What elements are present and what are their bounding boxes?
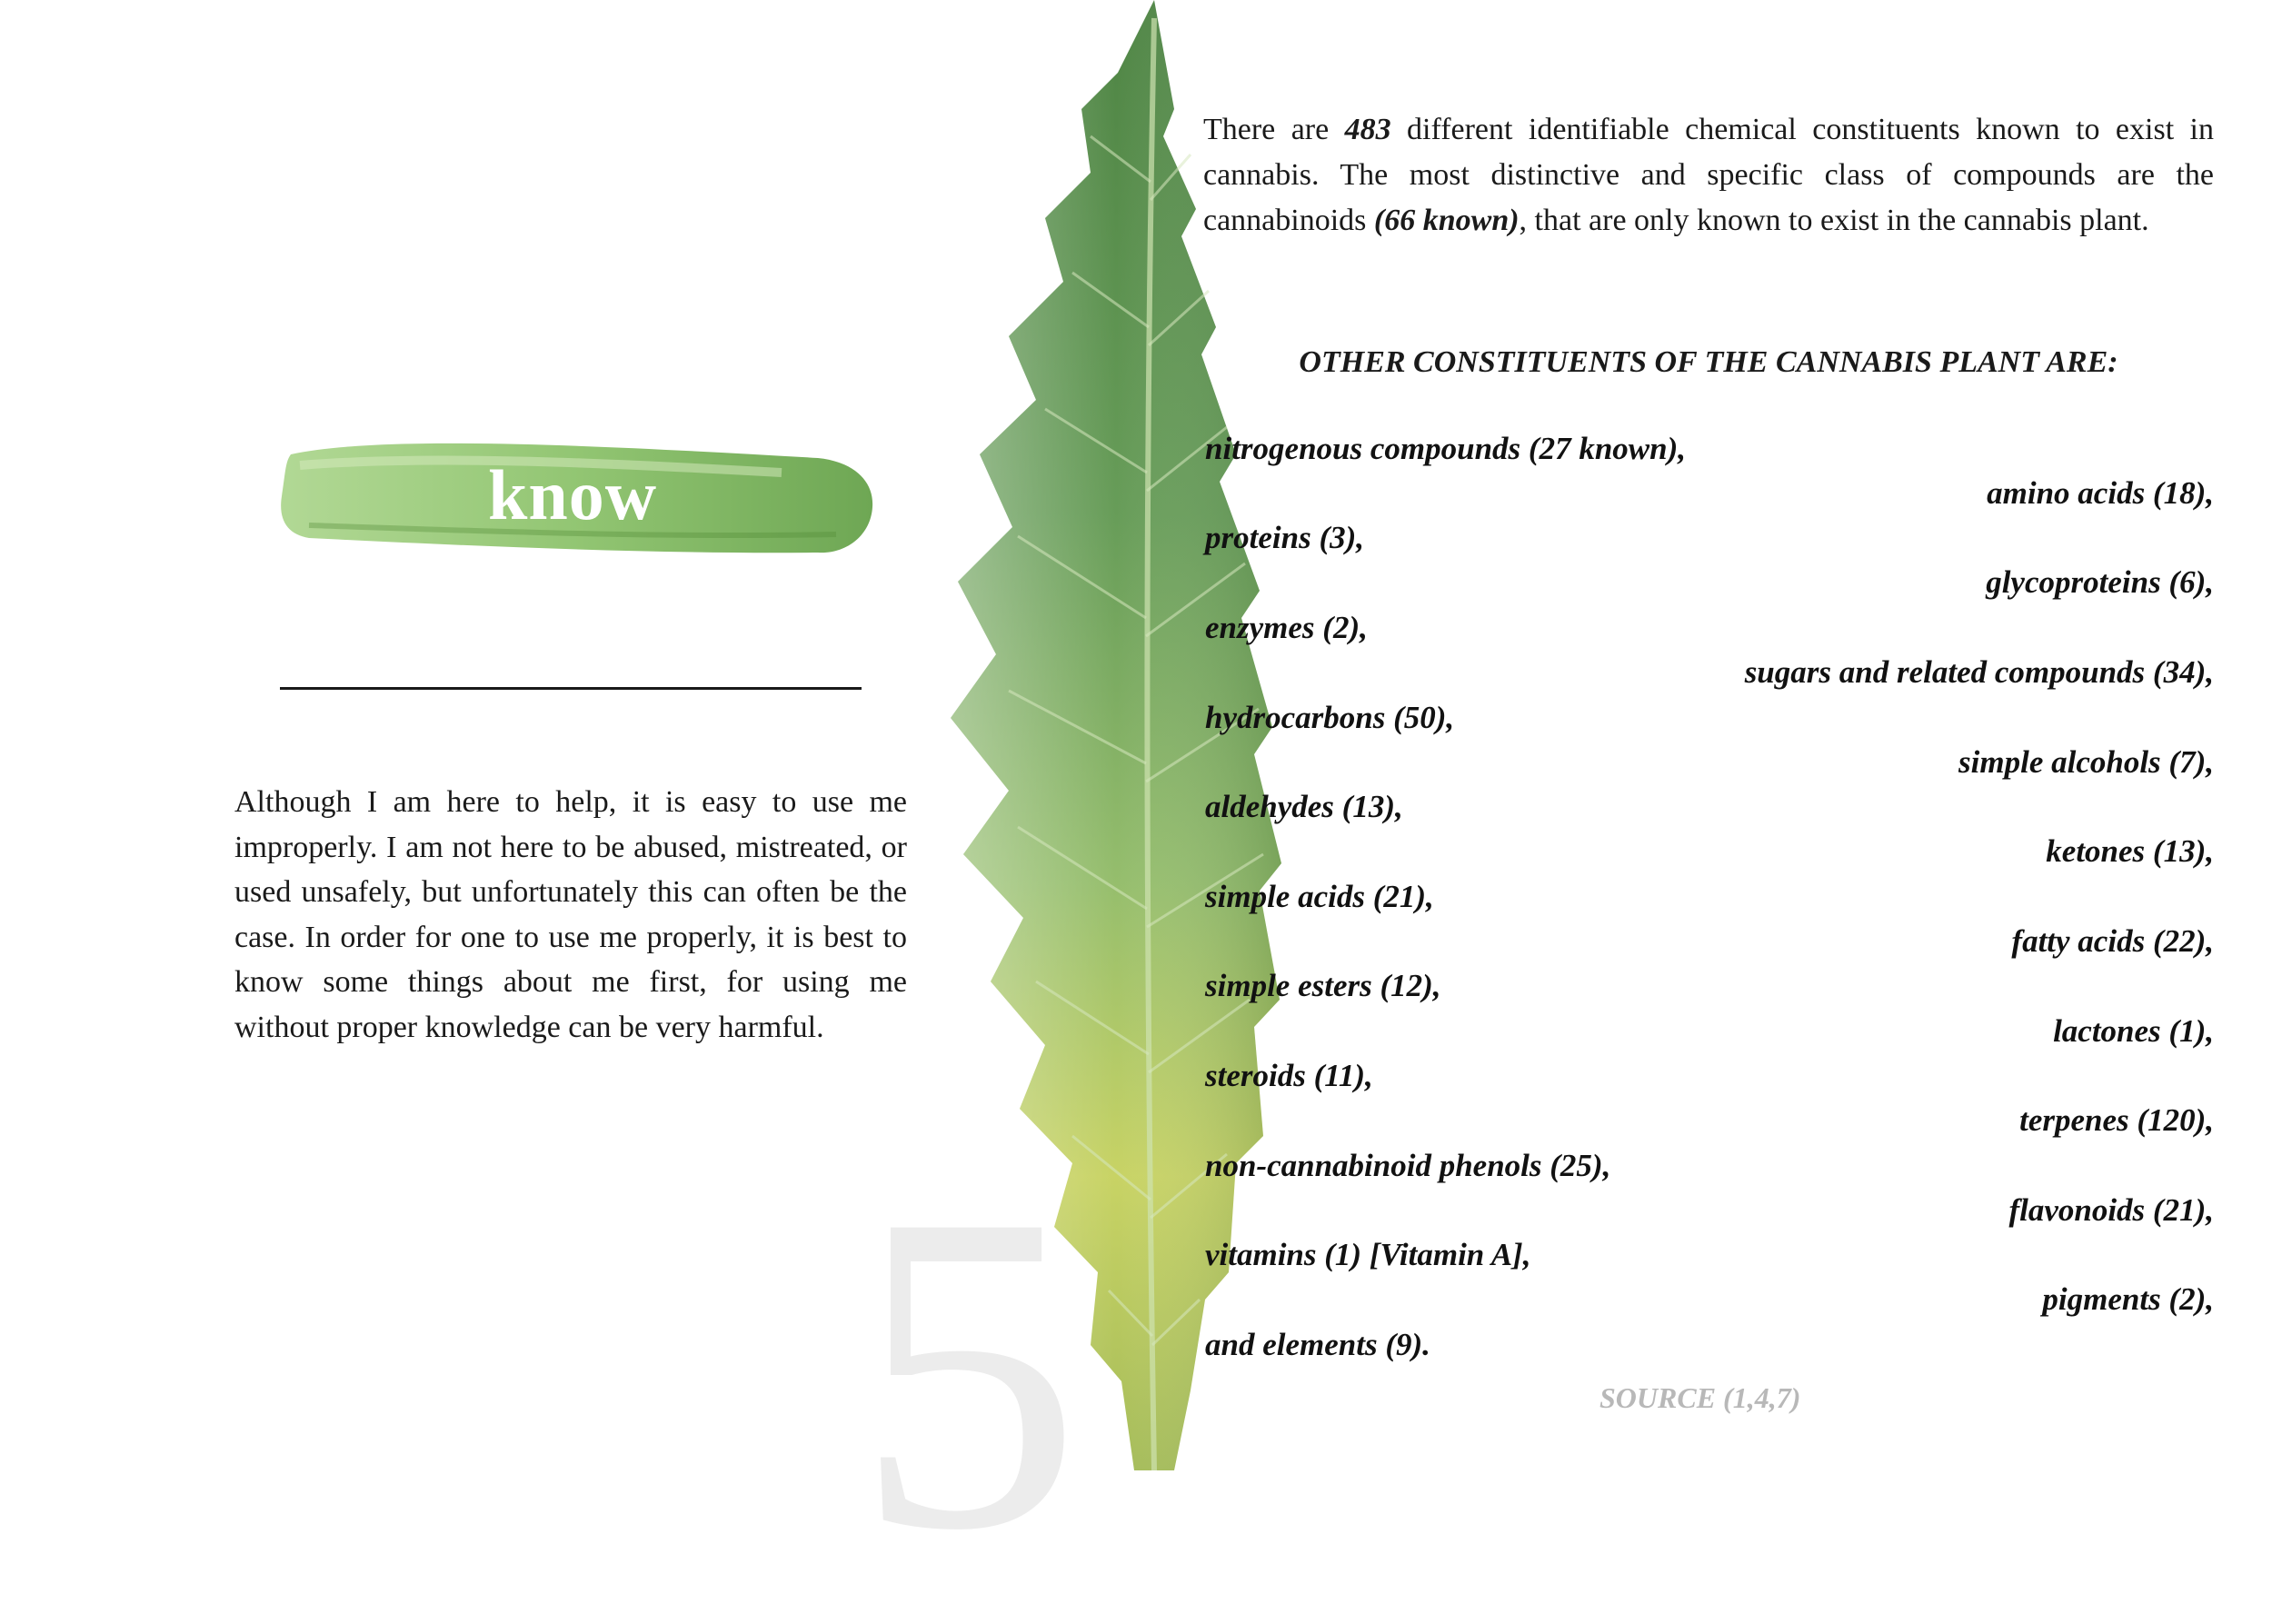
constituent-item: terpenes (120), bbox=[2019, 1102, 2214, 1138]
intro-text-3: , that are only known to exist in the cannabis plant. bbox=[1519, 204, 2149, 237]
intro-paragraph: Although I am here to help, it is easy to use me improperly. I am not here to be abused, mistreated, or used unsafely, but unfortunately this can often be the case. In order for one to use me properly, it is best to know some things about me first, for using me without proper knowledge can be very harmful. bbox=[234, 785, 907, 1044]
constituent-item: proteins (3), bbox=[1205, 520, 1364, 555]
intro-text-2: different identifiable chemical constituents known to exist in cannabis. The most distinctive and specific class of compounds are the cannabinoids bbox=[1203, 113, 2215, 237]
intro-text-1: There are bbox=[1203, 113, 1345, 146]
constituent-item: steroids (11), bbox=[1205, 1058, 1373, 1093]
page-number: 5 bbox=[854, 1121, 1081, 1624]
divider bbox=[280, 687, 862, 690]
constituent-item: and elements (9). bbox=[1205, 1327, 1430, 1362]
constituent-item: ketones (13), bbox=[2046, 833, 2214, 869]
constituent-item: lactones (1), bbox=[2053, 1013, 2214, 1049]
section-title: know bbox=[487, 455, 658, 534]
constituent-item: enzymes (2), bbox=[1205, 610, 1368, 645]
constituent-item: hydrocarbons (50), bbox=[1205, 700, 1455, 735]
constituent-item: simple alcohols (7), bbox=[1958, 744, 2214, 780]
constituent-item: simple esters (12), bbox=[1205, 968, 1441, 1003]
constituent-item: sugars and related compounds (34), bbox=[1744, 654, 2214, 690]
constituent-item: flavonoids (21), bbox=[2008, 1192, 2214, 1228]
constituent-item: aldehydes (13), bbox=[1205, 789, 1403, 824]
constituent-item: glycoproteins (6), bbox=[1986, 564, 2214, 600]
constituent-item: pigments (2), bbox=[2042, 1281, 2214, 1317]
constituents-heading: OTHER CONSTITUENTS OF THE CANNABIS PLANT ARE: bbox=[1299, 345, 2118, 379]
source-citation: SOURCE (1,4,7) bbox=[1599, 1381, 1801, 1414]
constituent-item: nitrogenous compounds (27 known), bbox=[1205, 431, 1687, 466]
cannabinoid-count: (66 known) bbox=[1373, 204, 1520, 237]
constituent-item: fatty acids (22), bbox=[2011, 923, 2214, 959]
constituent-item: simple acids (21), bbox=[1205, 879, 1434, 914]
constituent-item: amino acids (18), bbox=[1987, 475, 2214, 511]
constituent-count: 483 bbox=[1344, 113, 1391, 146]
constituent-item: non-cannabinoid phenols (25), bbox=[1205, 1148, 1611, 1183]
constituent-item: vitamins (1) [Vitamin A], bbox=[1205, 1237, 1531, 1272]
constituents-intro bbox=[1203, 107, 2214, 244]
